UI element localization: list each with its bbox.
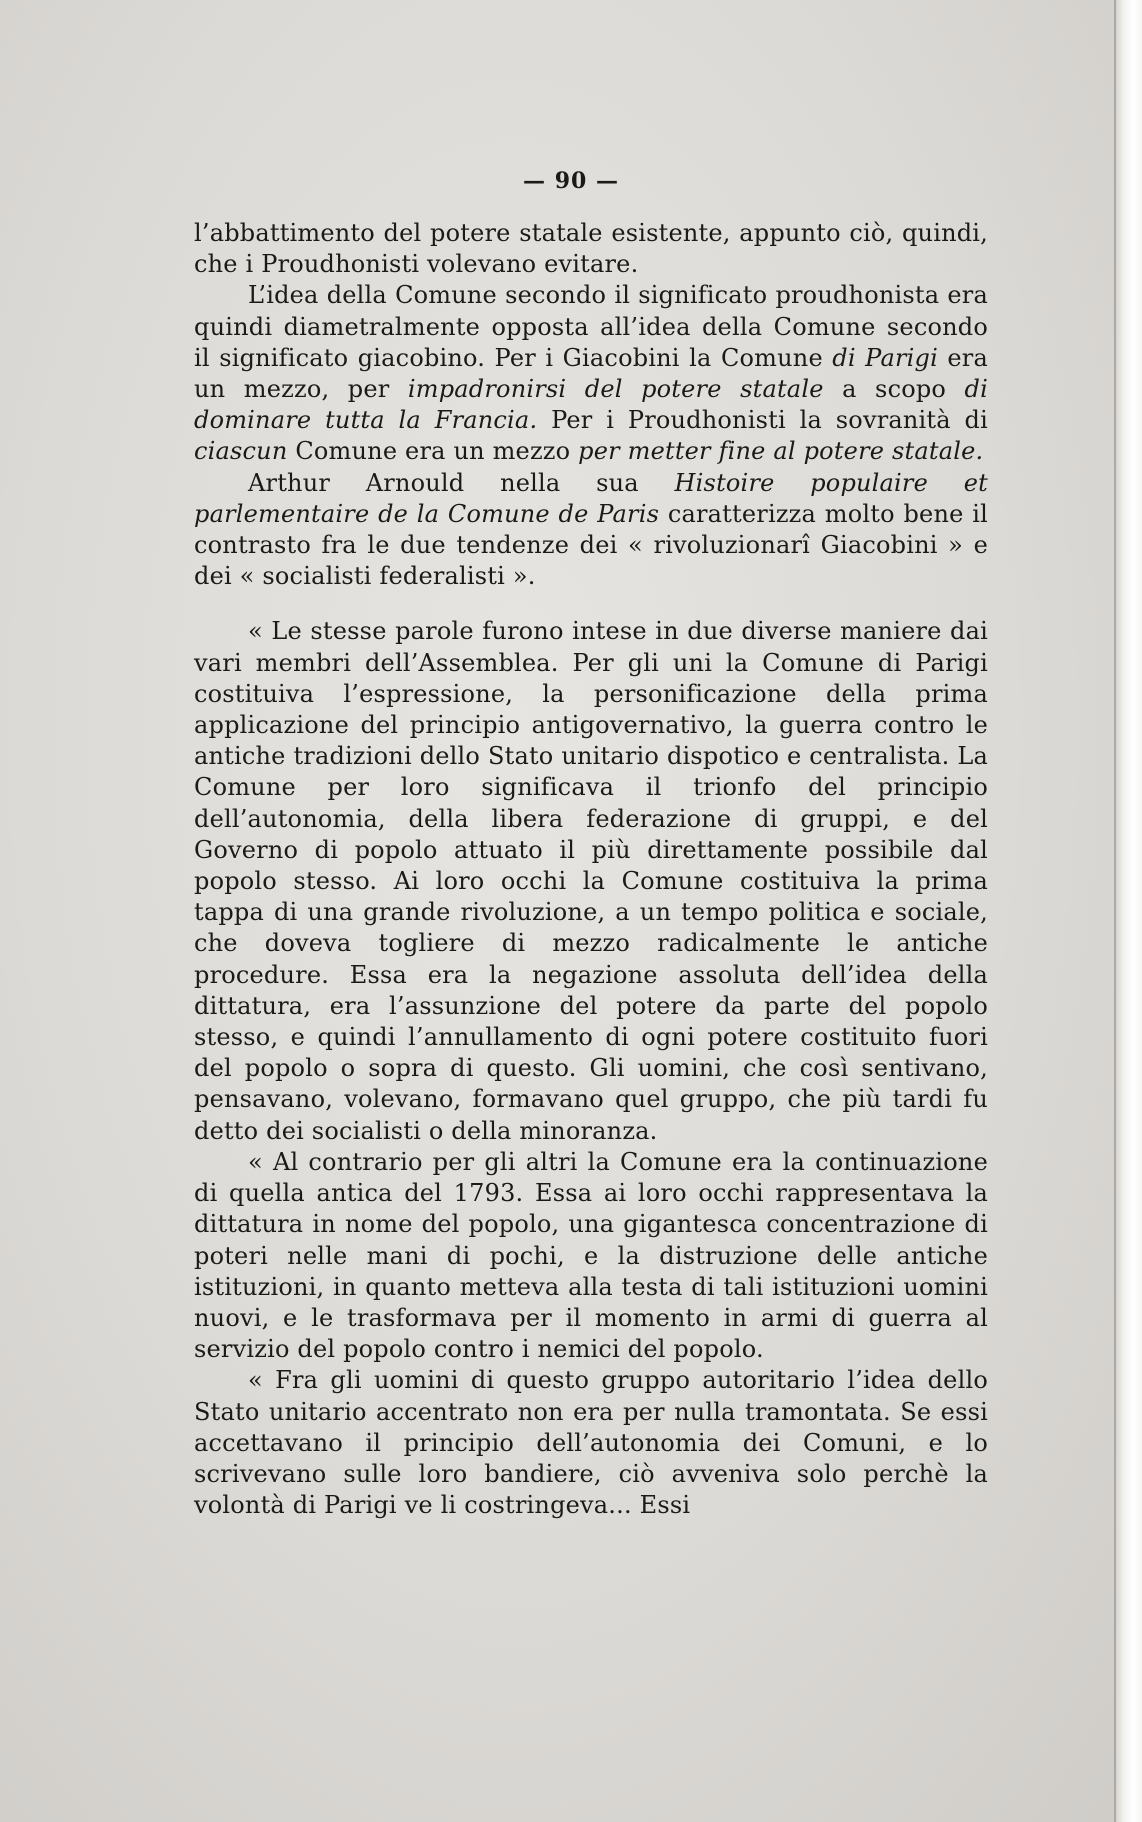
- page-edge: [1114, 0, 1142, 1822]
- body-text: [194, 218, 988, 1521]
- text-segment: Comune era un mezzo: [287, 437, 579, 466]
- text-segment: caratterizza molto bene il contrasto fra le due tendenze dei « rivoluzionarî Giacobini » e dei « socialisti federalisti ».: [194, 499, 988, 591]
- text-segment: « Le stesse parole furono intese in due diverse maniere dai vari membri dell’Assemblea. Per gli uni la Comune di Parigi costituiva l’espressione, la personificazione della prima applicazione del principio antigovernativo, la guerra contro le antiche tradizioni dello Stato unitario dispotico e centralista. La Comune per loro significava il trionfo del principio dell’autonomia, della libera federazione di gruppi, e del Governo di popolo attuato il più direttamente possibile dal popolo stesso. Ai loro occhi la Comune costituiva la prima tappa di una grande rivoluzione, a un tempo politica e sociale, che doveva togliere di mezzo radicalmente le antiche procedure. Essa era la negazione assoluta dell’idea della dittatura, era l’assunzione del potere da parte del popolo stesso, e quindi l’annullamento di ogni potere costituito fuori del popolo o sopra di questo. Gli uomini, che così sentivano, pensavano, volevano, formavano quel gruppo, che più tardi fu detto dei socialisti o della minoranza.: [194, 617, 988, 1145]
- italic-text-segment: ciascun: [194, 437, 288, 466]
- quote-paragraph-2: [194, 1147, 988, 1365]
- text-segment: a scopo: [823, 375, 965, 404]
- text-segment: « Al contrario per gli altri la Comune era la continuazione di quella antica del 1793. Essa ai loro occhi rappresentava la dittatura in nome del popolo, una gigantesca concentrazione di poteri nelle mani di pochi, e la distruzione delle antiche istituzioni, in quanto metteva alla testa di tali istituzioni uomini nuovi, e le trasformava per il momento in armi di guerra al servizio del popolo contro i nemici del popolo.: [194, 1147, 988, 1364]
- italic-text-segment: impadronirsi del potere statale: [407, 375, 824, 404]
- text-segment: L’idea della Comune secondo il significato proudhonista era quindi diametralmente opposta all’idea della Comune secondo il significato giacobino. Per i Giacobini la Comune: [194, 281, 988, 372]
- quote-paragraph-3: [194, 1365, 988, 1521]
- paragraph-1: [194, 218, 988, 280]
- italic-text-segment: di Parigi: [832, 343, 938, 372]
- paragraph-2: [194, 280, 988, 467]
- page-edge-shadow: [1114, 0, 1116, 1822]
- italic-text-segment: di dominare tutta la Francia.: [194, 375, 988, 435]
- text-segment: era un mezzo, per: [194, 343, 988, 404]
- text-segment: l’abbattimento del potere statale esistente, appunto ciò, quindi, che i Proudhonisti volevano evitare.: [194, 219, 988, 279]
- text-segment: Arthur Arnould nella sua: [248, 468, 675, 497]
- text-segment: Per i Proudhonisti la sovranità di: [537, 406, 988, 435]
- page-number: — 90 —: [523, 168, 619, 194]
- paragraph-3: [194, 468, 988, 593]
- quote-paragraph-1: [194, 616, 988, 1146]
- italic-text-segment: per metter fine al potere statale.: [578, 437, 984, 466]
- italic-text-segment: Histoire populaire et parlementaire de la Comune de Paris: [194, 468, 988, 528]
- text-segment: « Fra gli uomini di questo gruppo autoritario l’idea dello Stato unitario accentrato non era per nulla tramontata. Se essi accettavano il principio dell’autonomia dei Comuni, e lo scrivevano sulle loro bandiere, ciò avveniva solo perchè la volontà di Parigi ve li costringeva... Essi: [194, 1366, 988, 1520]
